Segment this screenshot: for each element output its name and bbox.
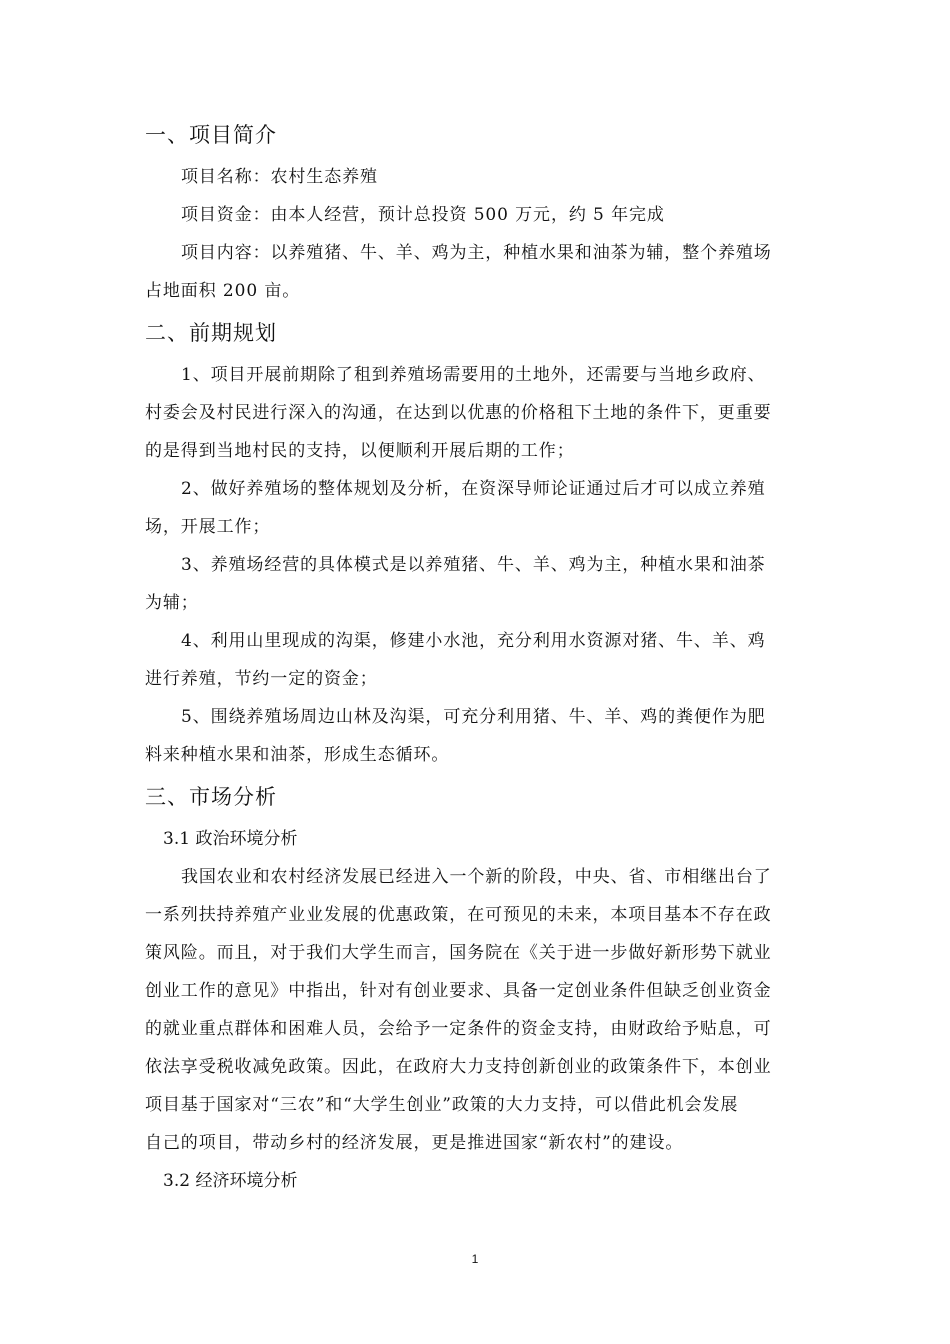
paragraph-line: 项目基于国家对“三农”和“大学生创业”政策的大力支持，可以借此机会发展 — [145, 1095, 739, 1115]
paragraph-line: 的是得到当地村民的支持，以便顺利开展后期的工作； — [145, 441, 575, 461]
section-paragraph — [145, 196, 805, 234]
paragraph-line: 一系列扶持养殖产业业发展的优惠政策，在可预见的未来，本项目基本不存在政 — [145, 905, 772, 925]
section-paragraph — [145, 622, 805, 698]
paragraph-line: 项目名称：农村生态养殖 — [181, 167, 378, 187]
paragraph-line: 依法享受税收减免政策。因此，在政府大力支持创新创业的政策条件下，本创业 — [145, 1057, 772, 1077]
paragraph-line: 为辅； — [145, 593, 199, 613]
paragraph-line: 进行养殖，节约一定的资金； — [145, 669, 378, 689]
section-paragraph — [145, 356, 805, 470]
section-paragraph — [145, 158, 805, 196]
paragraph-line: 策风险。而且，对于我们大学生而言，国务院在《关于进一步做好新形势下就业 — [145, 943, 772, 963]
paragraph-line: 自己的项目，带动乡村的经济发展，更是推进国家“新农村”的建设。 — [145, 1133, 684, 1153]
paragraph-line: 2、做好养殖场的整体规划及分析，在资深导师论证通过后才可以成立养殖 — [181, 479, 766, 499]
section-paragraph — [145, 470, 805, 546]
section-paragraph — [145, 234, 805, 310]
section-heading: 二、前期规划 — [145, 321, 277, 345]
section-heading: 三、市场分析 — [145, 785, 277, 809]
paragraph-line: 3、养殖场经营的具体模式是以养殖猪、牛、羊、鸡为主，种植水果和油茶 — [181, 555, 766, 575]
paragraph-line: 项目资金：由本人经营，预计总投资 500 万元，约 5 年完成 — [181, 205, 665, 225]
document-body — [145, 112, 805, 1200]
paragraph-line: 占地面积 200 亩。 — [145, 281, 301, 301]
paragraph-line: 我国农业和农村经济发展已经进入一个新的阶段，中央、省、市相继出台了 — [181, 867, 772, 887]
paragraph-line: 的就业重点群体和困难人员，会给予一定条件的资金支持，由财政给予贴息，可 — [145, 1019, 772, 1039]
subsection-heading: 3.1 政治环境分析 — [163, 829, 298, 849]
page-number: 1 — [471, 1252, 479, 1266]
paragraph-line: 场，开展工作； — [145, 517, 271, 537]
subsection-paragraph — [145, 858, 805, 1162]
paragraph-line: 村委会及村民进行深入的沟通，在达到以优惠的价格租下土地的条件下，更重要 — [145, 403, 772, 423]
paragraph-line: 创业工作的意见》中指出，针对有创业要求、具备一定创业条件但缺乏创业资金 — [145, 981, 772, 1001]
section-heading: 一、项目简介 — [145, 123, 277, 147]
section-paragraph — [145, 546, 805, 622]
subsection-heading: 3.2 经济环境分析 — [163, 1171, 298, 1191]
paragraph-line: 项目内容：以养殖猪、牛、羊、鸡为主，种植水果和油茶为辅，整个养殖场 — [181, 243, 772, 263]
paragraph-line: 4、利用山里现成的沟渠，修建小水池，充分利用水资源对猪、牛、羊、鸡 — [181, 631, 766, 651]
paragraph-line: 5、围绕养殖场周边山林及沟渠，可充分利用猪、牛、羊、鸡的粪便作为肥 — [181, 707, 766, 727]
paragraph-line: 料来种植水果和油茶，形成生态循环。 — [145, 745, 450, 765]
section-paragraph — [145, 698, 805, 774]
paragraph-line: 1、项目开展前期除了租到养殖场需要用的土地外，还需要与当地乡政府、 — [181, 365, 766, 385]
